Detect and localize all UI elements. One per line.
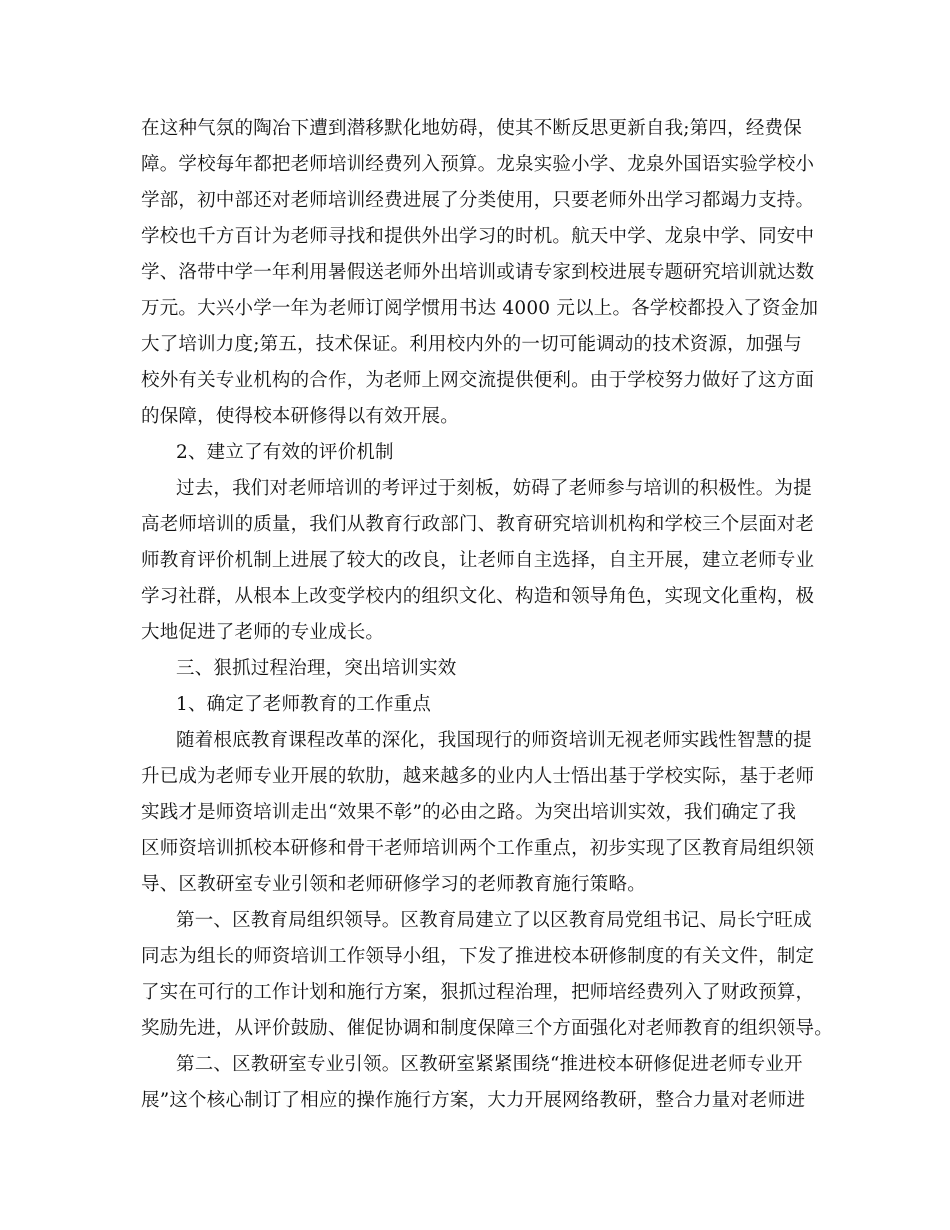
text-line: 大了培训力度;第五，技术保证。利用校内外的一切可能调动的技术资源，加强与	[141, 334, 802, 355]
text-line: 升已成为老师专业开展的软肋，越来越多的业内人士悟出基于学校实际，基于老师	[141, 766, 815, 787]
text-line: 万元。大兴小学一年为老师订阅学惯用书达 4000 元以上。各学校都投入了资金加	[141, 298, 819, 319]
section-heading: 三、狠抓过程治理，突出培训实效	[176, 658, 457, 679]
text-line: 奖励先进，从评价鼓励、催促协调和制度保障三个方面强化对老师教育的组织领导。	[141, 1018, 833, 1039]
text-line: 过去，我们对老师培训的考评过于刻板，妨碍了老师参与培训的积极性。为提	[176, 478, 812, 499]
text-line: 校外有关专业机构的合作，为老师上网交流提供便利。由于学校努力做好了这方面	[141, 370, 815, 391]
text-line: 区师资培训抓校本研修和骨干老师培训两个工作重点，初步实现了区教育局组织领	[141, 838, 815, 859]
text-line: 第一、区教育局组织领导。区教育局建立了以区教育局党组书记、局长宁旺成	[176, 910, 812, 931]
text-line: 展”这个核心制订了相应的操作施行方案，大力开展网络教研，整合力量对老师进	[141, 1090, 806, 1111]
text-line: 导、区教研室专业引领和老师研修学习的老师教育施行策略。	[141, 874, 646, 895]
section-heading: 2、建立了有效的评价机制	[176, 442, 394, 463]
text-line: 学、洛带中学一年利用暑假送老师外出培训或请专家到校进展专题研究培训就达数	[141, 262, 815, 283]
text-line: 学校也千方百计为老师寻找和提供外出学习的时机。航天中学、龙泉中学、同安中	[141, 226, 815, 247]
text-line: 大地促进了老师的专业成长。	[141, 622, 385, 643]
text-line: 师教育评价机制上进展了较大的改良，让老师自主选择，自主开展，建立老师专业	[141, 550, 815, 571]
text-line: 了实在可行的工作计划和施行方案，狠抓过程治理，把师培经费列入了财政预算，	[141, 982, 815, 1003]
text-line: 高老师培训的质量，我们从教育行政部门、教育研究培训机构和学校三个层面对老	[141, 514, 815, 535]
text-line: 的保障，使得校本研修得以有效开展。	[141, 406, 459, 427]
text-line: 学习社群，从根本上改变学校内的组织文化、构造和领导角色，实现文化重构，极	[141, 586, 815, 607]
text-line: 随着根底教育课程改革的深化，我国现行的师资培训无视老师实践性智慧的提	[176, 730, 812, 751]
text-line: 同志为组长的师资培训工作领导小组，下发了推进校本研修制度的有关文件，制定	[141, 946, 815, 967]
text-line: 在这种气氛的陶冶下遭到潜移默化地妨碍，使其不断反思更新自我;第四，经费保	[141, 118, 802, 139]
text-line: 第二、区教研室专业引领。区教研室紧紧围绕“推进校本研修促进老师专业开	[176, 1054, 803, 1075]
section-heading: 1、确定了老师教育的工作重点	[176, 694, 432, 715]
text-line: 障。学校每年都把老师培训经费列入预算。龙泉实验小学、龙泉外国语实验学校小	[141, 154, 815, 175]
text-line: 实践才是师资培训走出“效果不彰”的必由之路。为突出培训实效，我们确定了我	[141, 802, 797, 823]
text-line: 学部，初中部还对老师培训经费进展了分类使用，只要老师外出学习都竭力支持。	[141, 190, 815, 211]
